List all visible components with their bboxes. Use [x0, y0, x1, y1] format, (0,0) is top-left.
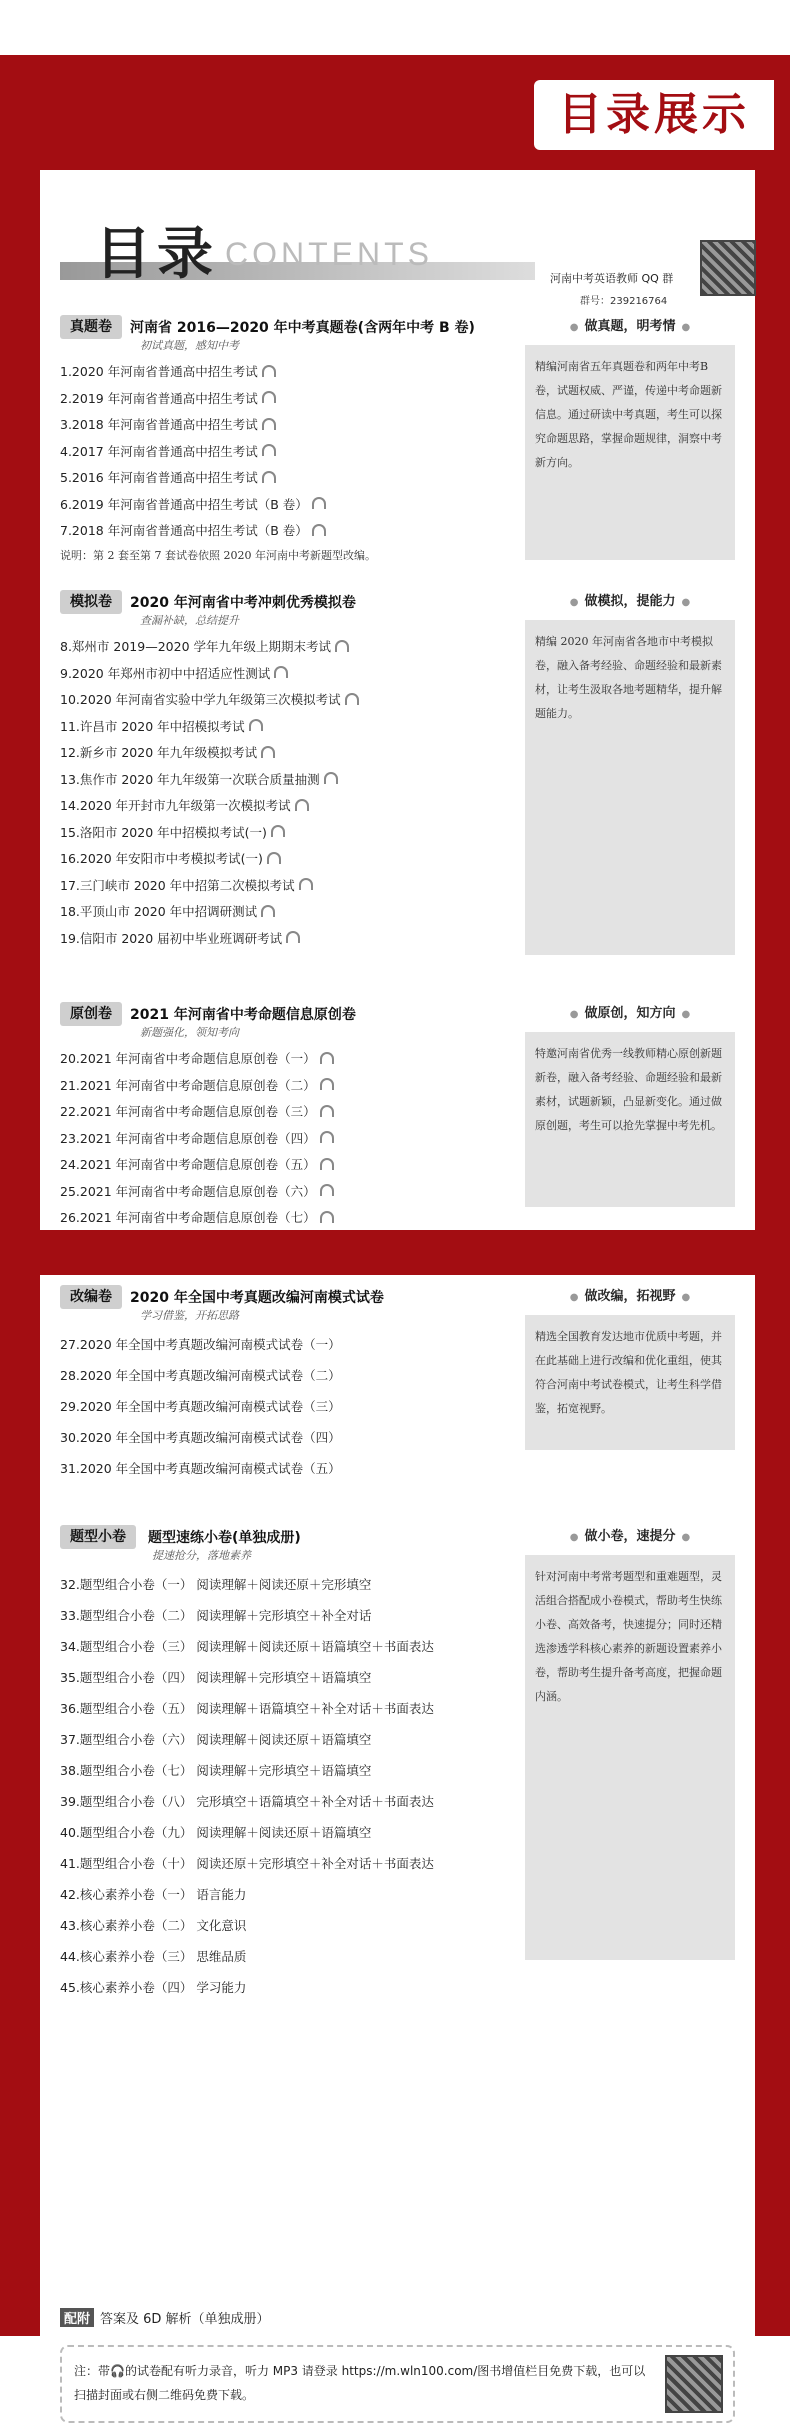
- list-item[interactable]: [60, 1600, 520, 1631]
- list-item[interactable]: [60, 359, 520, 386]
- list-item-label: 7.2018 年河南省普通高中招生考试（B 卷）: [60, 523, 308, 538]
- qq-group-label: 河南中考英语教师 QQ 群: [550, 272, 674, 285]
- headphones-icon: [262, 418, 276, 430]
- side-panel: [525, 1525, 735, 1960]
- headphones-icon: [312, 497, 326, 509]
- side-title: ● 做小卷，速提分 ●: [569, 1529, 691, 1544]
- headphones-icon: [324, 772, 338, 784]
- side-description: 针对河南中考常考题型和重难题型，灵活组合搭配成小卷模式，帮助考生快练小卷、高效备考，快速提分；同时还精选渗透学科核心素养的新题设置素养小卷，帮助考生提升备考高度，把握命题内涵。: [525, 1555, 735, 1960]
- list-item-label: 16.2020 年安阳市中考模拟考试(一): [60, 851, 263, 866]
- section-title: 题型速练小卷(单独成册): [148, 1530, 301, 1546]
- list-item[interactable]: [60, 1786, 520, 1817]
- list-item[interactable]: [60, 1693, 520, 1724]
- page-subtitle: CONTENTS: [225, 236, 433, 272]
- list-item-label: 39.题型组合小卷（八） 完形填空＋语篇填空＋补全对话＋书面表达: [60, 1794, 434, 1809]
- list-item[interactable]: [60, 1631, 520, 1662]
- side-title: ● 做模拟，提能力 ●: [569, 594, 691, 609]
- list-item-label: 30.2020 年全国中考真题改编河南模式试卷（四）: [60, 1430, 341, 1445]
- list-item[interactable]: [60, 492, 520, 519]
- side-title: ● 做原创，知方向 ●: [569, 1006, 691, 1021]
- list-item-label: 21.2021 年河南省中考命题信息原创卷（二）: [60, 1077, 316, 1093]
- list-item-label: 42.核心素养小卷（一） 语言能力: [60, 1887, 247, 1902]
- appendix-line: [60, 2308, 270, 2327]
- item-list: [60, 359, 520, 563]
- headphones-icon: [320, 1184, 334, 1196]
- headphones-icon: [262, 391, 276, 403]
- page-title: 目录: [95, 221, 219, 287]
- list-item[interactable]: [60, 926, 520, 953]
- list-item-label: 33.题型组合小卷（二） 阅读理解＋完形填空＋补全对话: [60, 1608, 372, 1623]
- section-title: 2020 年全国中考真题改编河南模式试卷: [130, 1290, 384, 1306]
- list-item[interactable]: [60, 661, 520, 688]
- headphones-icon: [320, 1052, 334, 1064]
- list-item-label: 3.2018 年河南省普通高中招生考试: [60, 417, 258, 432]
- list-item[interactable]: [60, 740, 520, 767]
- side-description: 精编河南省五年真题卷和两年中考B卷，试题权威、严谨，传递中考命题新信息。通过研读中考真题，考生可以探究命题思路，掌握命题规律，洞察中考新方向。: [525, 345, 735, 560]
- headphones-icon: [286, 931, 300, 943]
- list-item[interactable]: [60, 1972, 520, 2003]
- right-frame: [755, 170, 790, 1230]
- section-note: 说明：第 2 套至第 7 套试卷依照 2020 年河南中考新题型改编。: [60, 548, 376, 562]
- side-panel: [525, 315, 735, 560]
- page-divider: [0, 1230, 790, 1275]
- item-list: [60, 1329, 520, 1484]
- list-item[interactable]: [60, 846, 520, 873]
- list-item[interactable]: [60, 634, 520, 661]
- headphones-icon: [299, 878, 313, 890]
- item-list: [60, 1046, 520, 1232]
- headphones-icon: [335, 640, 349, 652]
- headphones-icon: [295, 799, 309, 811]
- list-item[interactable]: [60, 1205, 520, 1232]
- side-title: ● 做真题，明考情 ●: [569, 319, 691, 334]
- headphones-icon: [261, 905, 275, 917]
- headphones-icon: [249, 719, 263, 731]
- list-item-label: 29.2020 年全国中考真题改编河南模式试卷（三）: [60, 1399, 341, 1414]
- list-item-label: 13.焦作市 2020 年九年级第一次联合质量抽测: [60, 771, 320, 787]
- headphones-icon: [320, 1078, 334, 1090]
- list-item-label: 17.三门峡市 2020 年中招第二次模拟考试: [60, 877, 295, 893]
- list-item-label: 31.2020 年全国中考真题改编河南模式试卷（五）: [60, 1461, 341, 1476]
- headphones-icon: [262, 444, 276, 456]
- list-item[interactable]: [60, 820, 520, 847]
- contents-page-1: [40, 170, 755, 1230]
- side-description: 精编 2020 年河南省各地市中考模拟卷，融入备考经验、命题经验和最新素材，让考生汲取各地考题精华，提升解题能力。: [525, 620, 735, 955]
- contents-header: [60, 200, 735, 307]
- section-original-exams: [60, 1002, 735, 1225]
- list-item[interactable]: [60, 1179, 520, 1206]
- list-item[interactable]: [60, 767, 520, 794]
- list-item[interactable]: [60, 793, 520, 820]
- list-item[interactable]: [60, 1360, 520, 1391]
- list-item[interactable]: [60, 386, 520, 413]
- list-item-label: 40.题型组合小卷（九） 阅读理解＋阅读还原＋语篇填空: [60, 1825, 372, 1840]
- list-item-label: 19.信阳市 2020 届初中毕业班调研考试: [60, 930, 283, 946]
- list-item[interactable]: [60, 1099, 520, 1126]
- list-item[interactable]: [60, 1848, 520, 1879]
- list-item[interactable]: [60, 1152, 520, 1179]
- headphones-icon: [320, 1158, 334, 1170]
- left-frame: [0, 170, 40, 1230]
- list-item[interactable]: [60, 1126, 520, 1153]
- list-item[interactable]: [60, 1073, 520, 1100]
- appendix-tag: 配附: [60, 2308, 94, 2327]
- headphones-icon: [267, 852, 281, 864]
- section-mock-exams: [60, 590, 735, 990]
- list-item[interactable]: [60, 1910, 520, 1941]
- side-description: 特邀河南省优秀一线教师精心原创新题新卷，融入备考经验、命题经验和最新素材，试题新颖，凸显新变化。通过做原创题，考生可以抢先掌握中考先机。: [525, 1032, 735, 1207]
- section-subtitle: 提速抢分，落地素养: [152, 1549, 251, 1562]
- list-item[interactable]: [60, 465, 520, 492]
- list-item[interactable]: [60, 1329, 520, 1360]
- section-tag: 模拟卷: [60, 590, 122, 614]
- section-title: 河南省 2016—2020 年中考真题卷(含两年中考 B 卷): [130, 320, 475, 336]
- headphones-icon: [261, 746, 275, 758]
- headphones-icon: [271, 825, 285, 837]
- list-item[interactable]: [60, 1941, 520, 1972]
- qr-code-top[interactable]: [700, 240, 756, 296]
- headphones-icon: [345, 693, 359, 705]
- list-item-label: 8.郑州市 2019—2020 学年九年级上期期末考试: [60, 639, 331, 654]
- section-subtitle: 查漏补缺，总结提升: [140, 614, 239, 627]
- list-item-label: 1.2020 年河南省普通高中招生考试: [60, 364, 258, 379]
- list-item-label: 25.2021 年河南省中考命题信息原创卷（六）: [60, 1183, 316, 1199]
- section-real-exams: [60, 315, 735, 565]
- list-item[interactable]: [60, 1662, 520, 1693]
- headphones-icon: [312, 524, 326, 536]
- list-item-label: 44.核心素养小卷（三） 思维品质: [60, 1949, 247, 1964]
- list-item-label: 12.新乡市 2020 年九年级模拟考试: [60, 745, 258, 760]
- left-frame-2: [0, 1275, 40, 2336]
- item-list: [60, 1569, 520, 2003]
- list-item-label: 28.2020 年全国中考真题改编河南模式试卷（二）: [60, 1368, 341, 1383]
- list-item[interactable]: [60, 899, 520, 926]
- list-item-label: 15.洛阳市 2020 年中招模拟考试(一): [60, 824, 267, 840]
- section-subtitle: 学习借鉴，开拓思路: [140, 1309, 239, 1322]
- list-item-label: 35.题型组合小卷（四） 阅读理解＋完形填空＋语篇填空: [60, 1670, 372, 1685]
- list-item-label: 36.题型组合小卷（五） 阅读理解＋语篇填空＋补全对话＋书面表达: [60, 1701, 434, 1716]
- section-quick-tests: [60, 1525, 735, 1995]
- side-panel: [525, 1285, 735, 1450]
- list-item[interactable]: [60, 439, 520, 466]
- list-item[interactable]: [60, 687, 520, 714]
- list-item[interactable]: [60, 1391, 520, 1422]
- list-item-label: 11.许昌市 2020 年中招模拟考试: [60, 718, 245, 734]
- list-item-label: 27.2020 年全国中考真题改编河南模式试卷（一）: [60, 1337, 341, 1352]
- side-panel: [525, 590, 735, 955]
- section-tag: 原创卷: [60, 1002, 122, 1026]
- side-title: ● 做改编，拓视野 ●: [569, 1289, 691, 1304]
- list-item-label: 10.2020 年河南省实验中学九年级第三次模拟考试: [60, 692, 341, 707]
- list-item-label: 6.2019 年河南省普通高中招生考试（B 卷）: [60, 496, 308, 512]
- list-item[interactable]: [60, 1453, 520, 1484]
- headphones-icon: [320, 1211, 334, 1223]
- list-item[interactable]: [60, 412, 520, 439]
- list-item-label: 18.平顶山市 2020 年中招调研测试: [60, 904, 258, 919]
- headphones-icon: [262, 471, 276, 483]
- list-item-label: 20.2021 年河南省中考命题信息原创卷（一）: [60, 1051, 316, 1066]
- section-title: 2021 年河南省中考命题信息原创卷: [130, 1007, 356, 1023]
- headphones-icon: [262, 365, 276, 377]
- footer-note-box: [60, 2345, 735, 2423]
- list-item-label: 23.2021 年河南省中考命题信息原创卷（四）: [60, 1130, 316, 1146]
- appendix-text: 答案及 6D 解析（单独成册）: [100, 2312, 270, 2327]
- headphones-icon: [320, 1131, 334, 1143]
- section-tag: 改编卷: [60, 1285, 122, 1309]
- list-item[interactable]: [60, 873, 520, 900]
- section-tag: 题型小卷: [60, 1525, 136, 1549]
- headphones-icon: [320, 1105, 334, 1117]
- list-item-label: 2.2019 年河南省普通高中招生考试: [60, 390, 258, 406]
- section-adapted-exams: [60, 1285, 735, 1485]
- list-item[interactable]: [60, 1879, 520, 1910]
- list-item-label: 4.2017 年河南省普通高中招生考试: [60, 443, 258, 459]
- list-item-label: 22.2021 年河南省中考命题信息原创卷（三）: [60, 1104, 316, 1119]
- list-item-label: 5.2016 年河南省普通高中招生考试: [60, 470, 258, 485]
- list-item[interactable]: [60, 1817, 520, 1848]
- qq-group-number: 群号：239216764: [580, 296, 668, 307]
- list-item-label: 43.核心素养小卷（二） 文化意识: [60, 1918, 247, 1933]
- qr-code-bottom[interactable]: [665, 2355, 723, 2413]
- section-tag: 真题卷: [60, 315, 122, 339]
- side-description: 精选全国教育发达地市优质中考题，并在此基础上进行改编和优化重组，使其符合河南中考试卷模式，让考生科学借鉴，拓宽视野。: [525, 1315, 735, 1450]
- list-item[interactable]: [60, 1724, 520, 1755]
- list-item-label: 34.题型组合小卷（三） 阅读理解＋阅读还原＋语篇填空＋书面表达: [60, 1639, 434, 1654]
- section-title: 2020 年河南省中考冲刺优秀模拟卷: [130, 595, 356, 611]
- footer-note: 注：带🎧的试卷配有听力录音，听力 MP3 请登录 https://m.wln100.com/图书增值栏目免费下载，也可以扫描封面或右侧二维码免费下载。: [74, 2364, 646, 2402]
- list-item-label: 38.题型组合小卷（七） 阅读理解＋完形填空＋语篇填空: [60, 1763, 372, 1778]
- list-item-label: 41.题型组合小卷（十） 阅读还原＋完形填空＋补全对话＋书面表达: [60, 1856, 434, 1871]
- list-item[interactable]: [60, 1046, 520, 1073]
- contents-page-2: [40, 1275, 755, 2402]
- list-item-label: 45.核心素养小卷（四） 学习能力: [60, 1980, 247, 1995]
- list-item[interactable]: [60, 714, 520, 741]
- side-panel: [525, 1002, 735, 1207]
- list-item-label: 26.2021 年河南省中考命题信息原创卷（七）: [60, 1210, 316, 1225]
- list-item-label: 32.题型组合小卷（一） 阅读理解＋阅读还原＋完形填空: [60, 1577, 372, 1592]
- list-item-label: 14.2020 年开封市九年级第一次模拟考试: [60, 798, 291, 813]
- list-item[interactable]: [60, 1755, 520, 1786]
- list-item[interactable]: [60, 518, 520, 545]
- list-item-label: 24.2021 年河南省中考命题信息原创卷（五）: [60, 1157, 316, 1172]
- item-list: [60, 634, 520, 952]
- list-item[interactable]: [60, 1422, 520, 1453]
- list-item-label: 9.2020 年郑州市初中中招适应性测试: [60, 665, 271, 681]
- right-frame-2: [755, 1275, 790, 2336]
- banner-title: 目录展示: [534, 80, 774, 150]
- list-item[interactable]: [60, 1569, 520, 1600]
- section-subtitle: 初试真题，感知中考: [140, 339, 239, 352]
- section-subtitle: 新题强化，领知考向: [140, 1026, 239, 1039]
- headphones-icon: [274, 666, 288, 678]
- list-item-label: 37.题型组合小卷（六） 阅读理解＋阅读还原＋语篇填空: [60, 1732, 372, 1747]
